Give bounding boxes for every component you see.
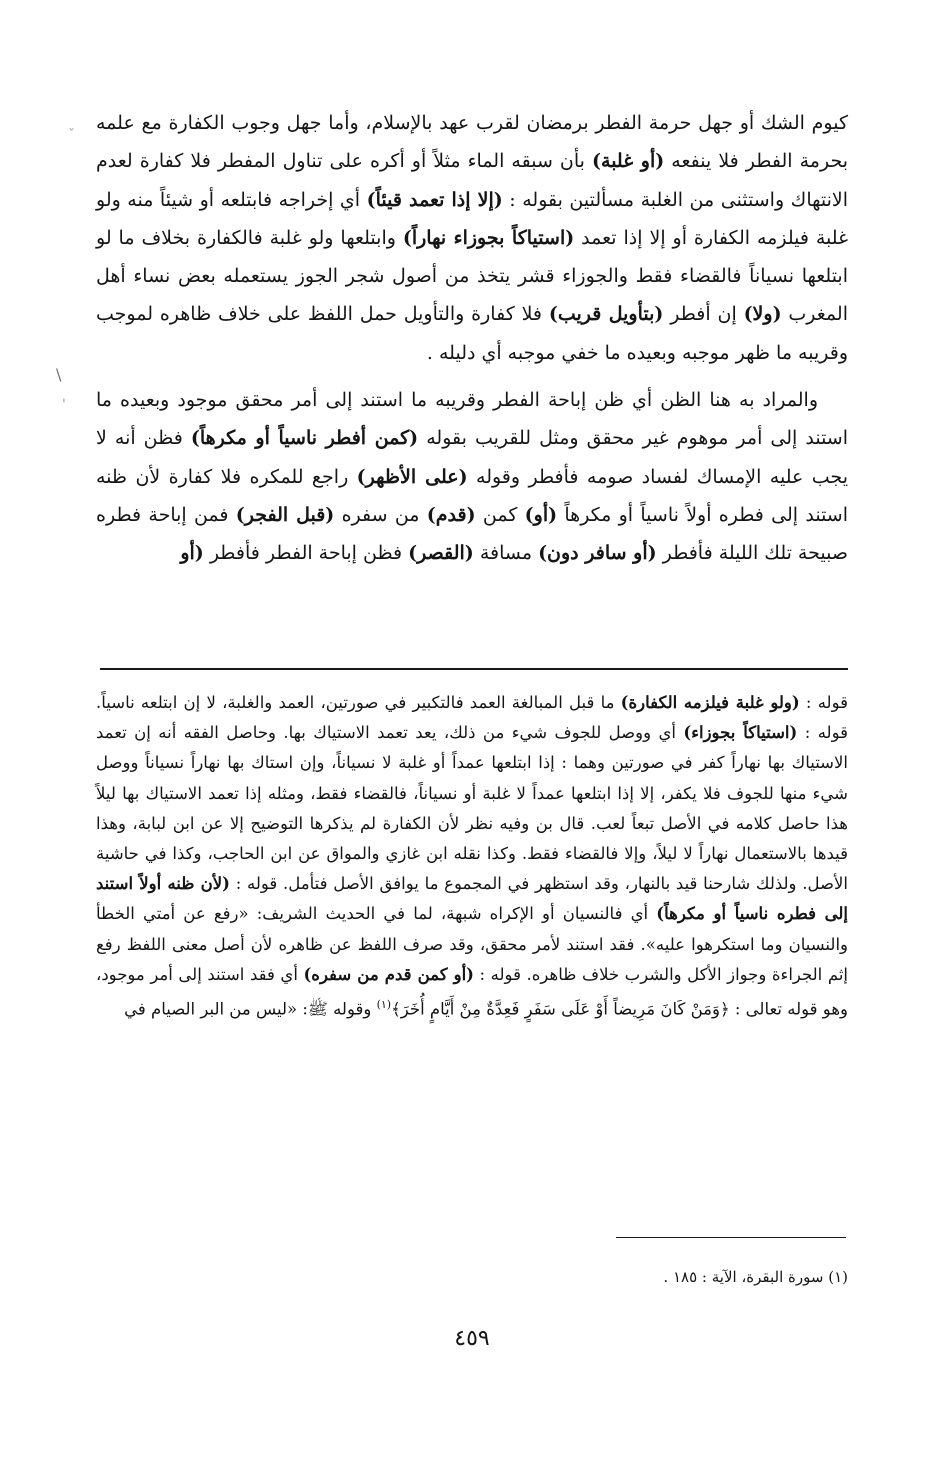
text-separator-line bbox=[100, 668, 848, 670]
bold-term: (كمن أفطر ناسياً أو مكرهاً) bbox=[190, 427, 419, 450]
bold-term: (قبل الفجر) bbox=[235, 503, 335, 526]
text-run: بأن سبقه الماء مثلاً أو أكره على تناول المفطر فلا كفارة لعدم الانتهاك واستثنى من الغلبة مسألتين بقوله : bbox=[96, 150, 849, 211]
main-paragraph-2 bbox=[96, 381, 848, 572]
bold-term: (أو) bbox=[524, 503, 558, 526]
text-run: والمراد به هنا الظن أي ظن إباحة الفطر وقريبه ما استند إلى أمر محقق موجود وبعيده ما استند إلى أمر موهوم غير محقق ومثل للقريب بقوله bbox=[96, 389, 848, 450]
commentary-block bbox=[96, 688, 848, 1025]
bold-term: (أو سافر دون) bbox=[538, 542, 657, 565]
footnote-separator-line bbox=[616, 1237, 846, 1238]
text-run: فلا كفارة والتأويل حمل اللفظ على خلاف ظاهره لموجب وقريبه ما ظهر موجبه وبعيده ما خفي موجبه أي دليله . bbox=[96, 303, 848, 364]
bold-term: (إلا إذا تعمد قيئاً) bbox=[366, 188, 503, 211]
main-paragraph-1 bbox=[96, 104, 848, 372]
margin-mark: \ bbox=[56, 365, 62, 384]
bold-term: (ولا) bbox=[743, 303, 782, 326]
text-run: أي فالنسيان أو الإكراه شبهة، لما في الحديث الشريف: «رفع عن أمتي الخطأ والنسيان وما استكرهوا عليه». فقد استند لأمر محقق، وقد صرف اللفظ عن ظاهره لأن أصل معنى اللفظ رفع إثم الجراءة وجواز الأكل والشرب خلاف ظاهره. قوله : bbox=[96, 904, 848, 984]
commentary-paragraph bbox=[96, 688, 848, 1025]
text-run: راجع للمكره فلا كفارة لأن ظنه استند إلى فطره أولاً ناسياً أو مكرهاً bbox=[96, 465, 848, 526]
text-run: أي إخراجه فابتلعه أو شيئاً منه ولو غلبة فيلزمه الكفارة أو إلا إذا تعمد bbox=[96, 188, 849, 249]
text-run: أي ووصل للجوف شيء من ذلك، يعد تعمد الاستياك بها. وحاصل الفقه أنه إن تعمد الاستياك بها نهاراً كفر في صورتين وهما : إذا ابتلعها عمداً أو غلبة لا نسياناً، وإن استاك بها نهاراً نسياناً ووصل شيء منها للجوف فلا يكفر، إلا إذا ابتلعها عمداً لا غلبة أو نسياناً، فالقضاء فقط، ومثله إذا تعمد الاستياك بها ليلاً هذا حاصل كلامه في الأصل تبعاً لعب. قال بن وفيه نظر لأن الكفارة لم يذكرها التوضيح إلا عن ابن لبابة، وهذا قيدها بالاستعمال نهاراً لا ليلاً، وإلا فالقضاء فقط. وكذا نقله ابن غازي والمواق عن ابن الحاجب، وكذا في حاشية الأصل. ولذلك شارحنا قيد بالنهار، وقد استظهر في المجموع ما يوافق الأصل فتأمل. قوله : bbox=[96, 723, 849, 894]
bold-term: (ولو غلبة فيلزمه الكفارة) bbox=[620, 693, 800, 712]
margin-mark: ˇ bbox=[68, 127, 75, 143]
text-run: ما قبل المبالغة العمد فالتكبير في صورتين، العمد والغلبة، لا إن ابتلعه ناسياً. قوله : bbox=[96, 693, 848, 743]
footnote-marker: (١) bbox=[376, 998, 392, 1012]
margin-mark: ' bbox=[62, 397, 66, 413]
text-run: فظن أنه لا يجب عليه الإمساك لفساد صومه فأفطر وقوله bbox=[96, 427, 848, 488]
text-run: فمن إباحة فطره صبيحة تلك الليلة فأفطر bbox=[96, 503, 848, 565]
footnote: (١) سورة البقرة، الآية : ١٨٥ . bbox=[663, 1268, 848, 1286]
bold-term: (القصر) bbox=[408, 542, 474, 565]
text-run: وابتلعها ولو غلبة فالكفارة بخلاف ما لو ابتلعها نسياناً فالقضاء فقط والجوزاء قشر يتخذ من أصول شجر الجوز يستعمله بعض نساء أهل المغرب bbox=[96, 226, 848, 326]
text-run: من سفره bbox=[334, 503, 427, 526]
page-number: ٤٥٩ bbox=[454, 1326, 490, 1351]
bold-term: (قدم) bbox=[426, 503, 476, 526]
text-run: إن أفطر bbox=[663, 303, 744, 326]
text-run: فظن إباحة الفطر فأفطر bbox=[203, 542, 409, 565]
text-run: قوله : bbox=[799, 693, 848, 712]
bold-term: (استياكاً بجوزاء) bbox=[683, 723, 798, 743]
bold-term: (لأن ظنه أولاً استند إلى فطره ناسياً أو مكرهاً) bbox=[96, 874, 849, 924]
bold-term: (استياكاً بجوزاء نهاراً) bbox=[402, 226, 575, 249]
bold-term: (أو bbox=[180, 542, 204, 565]
text-run: كمن bbox=[475, 503, 525, 526]
text-run: أي فقد استند إلى أمر موجود، وهو قوله تعالى : ﴿وَمَنْ كَانَ مَرِيضاً أَوْ عَلَى سَفَرٍ فَعِدَّةٌ مِنْ أَيَّامٍ أُخَرَ﴾ bbox=[96, 964, 848, 1019]
bold-term: (بتأويل قريب) bbox=[548, 303, 664, 326]
text-run: وقوله ﷺ: «ليس من البر الصيام في bbox=[124, 999, 377, 1019]
text-run: مسافة bbox=[473, 542, 539, 565]
main-text-block bbox=[96, 104, 848, 573]
bold-term: (أو غلبة) bbox=[592, 150, 665, 173]
bold-term: (على الأظهر) bbox=[356, 465, 468, 488]
text-run: كيوم الشك أو جهل حرمة الفطر برمضان لقرب عهد بالإسلام، وأما جهل وجوب الكفارة مع علمه بحرمة الفطر فلا ينفعه bbox=[96, 112, 848, 173]
bold-term: (أو كمن قدم من سفره) bbox=[303, 964, 474, 984]
